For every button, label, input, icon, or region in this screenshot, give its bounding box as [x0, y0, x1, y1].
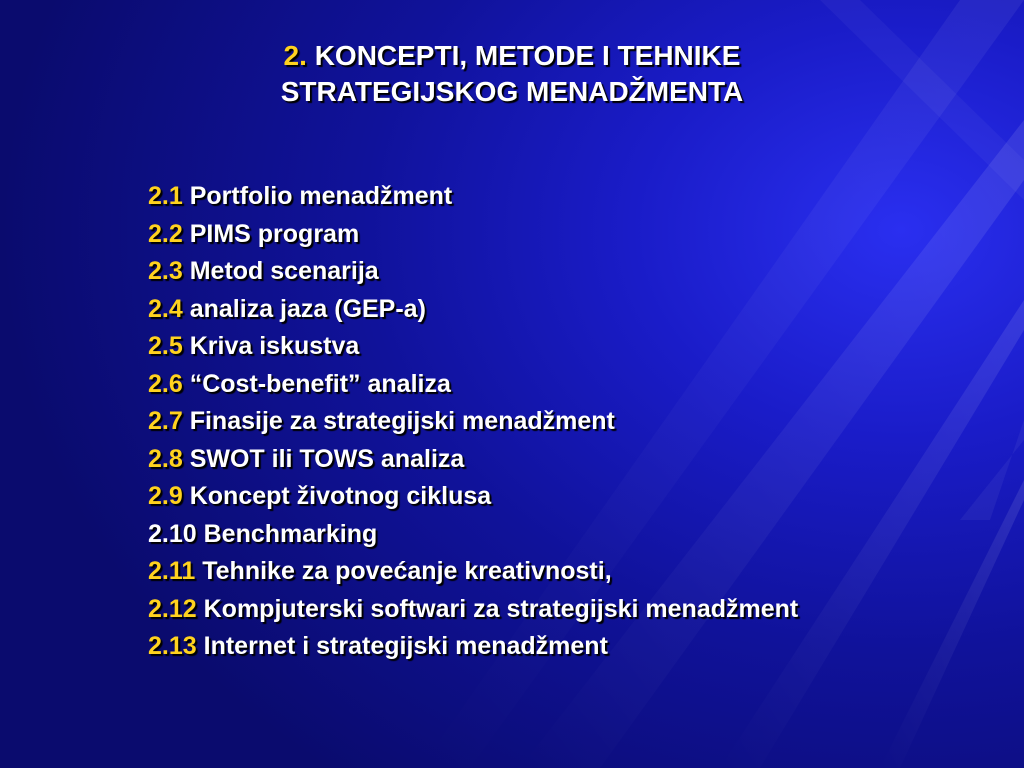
- list-item: [148, 553, 798, 591]
- list-item: [148, 366, 798, 404]
- item-number: 2.4: [148, 294, 183, 323]
- list-item: [148, 628, 798, 666]
- item-text: Portfolio menadžment: [189, 182, 453, 210]
- list-item: [148, 516, 798, 554]
- item-text: SWOT ili TOWS analiza: [189, 444, 465, 473]
- list-item: [148, 591, 798, 629]
- item-number: 2.11: [148, 557, 196, 585]
- title-text-line-1: KONCEPTI, METODE I TEHNIKE: [314, 40, 741, 71]
- list-item: [148, 478, 798, 516]
- item-text: Kriva iskustva: [189, 332, 360, 360]
- item-number: 2.6: [148, 369, 183, 398]
- list-item: [148, 253, 798, 291]
- item-text: Kompjuterski softwari za strategijski menadžment: [203, 594, 799, 623]
- slide-title: [0, 38, 1024, 110]
- item-number: 2.13: [148, 632, 197, 660]
- topic-list: [148, 178, 798, 666]
- title-line-1: [0, 38, 1024, 74]
- item-number: 2.7: [148, 407, 183, 435]
- item-text: Koncept životnog ciklusa: [189, 482, 492, 510]
- item-number: 2.2: [148, 219, 183, 248]
- item-text: “Cost-benefit” analiza: [189, 369, 451, 398]
- item-text: Metod scenarija: [189, 257, 379, 285]
- item-number: 2.8: [148, 444, 183, 473]
- title-line-2: STRATEGIJSKOG MENADŽMENTA: [280, 76, 744, 107]
- list-item: [148, 178, 798, 216]
- item-number: 2.1: [148, 182, 183, 210]
- list-item: [148, 216, 798, 254]
- item-number: 2.12: [148, 594, 197, 623]
- item-text: analiza jaza (GEP-a): [189, 294, 426, 323]
- item-text: Benchmarking: [203, 519, 378, 548]
- item-number: 2.5: [148, 332, 183, 360]
- list-item: [148, 403, 798, 441]
- list-item: [148, 291, 798, 329]
- item-text: Finasije za strategijski menadžment: [189, 407, 615, 435]
- item-number: 2.10: [148, 519, 197, 548]
- item-text: PIMS program: [189, 219, 360, 248]
- item-text: Tehnike za povećanje kreativnosti,: [202, 557, 612, 585]
- list-item: [148, 441, 798, 479]
- item-number: 2.3: [148, 257, 183, 285]
- title-number: 2.: [283, 40, 307, 71]
- list-item: [148, 328, 798, 366]
- item-number: 2.9: [148, 482, 183, 510]
- item-text: Internet i strategijski menadžment: [203, 632, 608, 660]
